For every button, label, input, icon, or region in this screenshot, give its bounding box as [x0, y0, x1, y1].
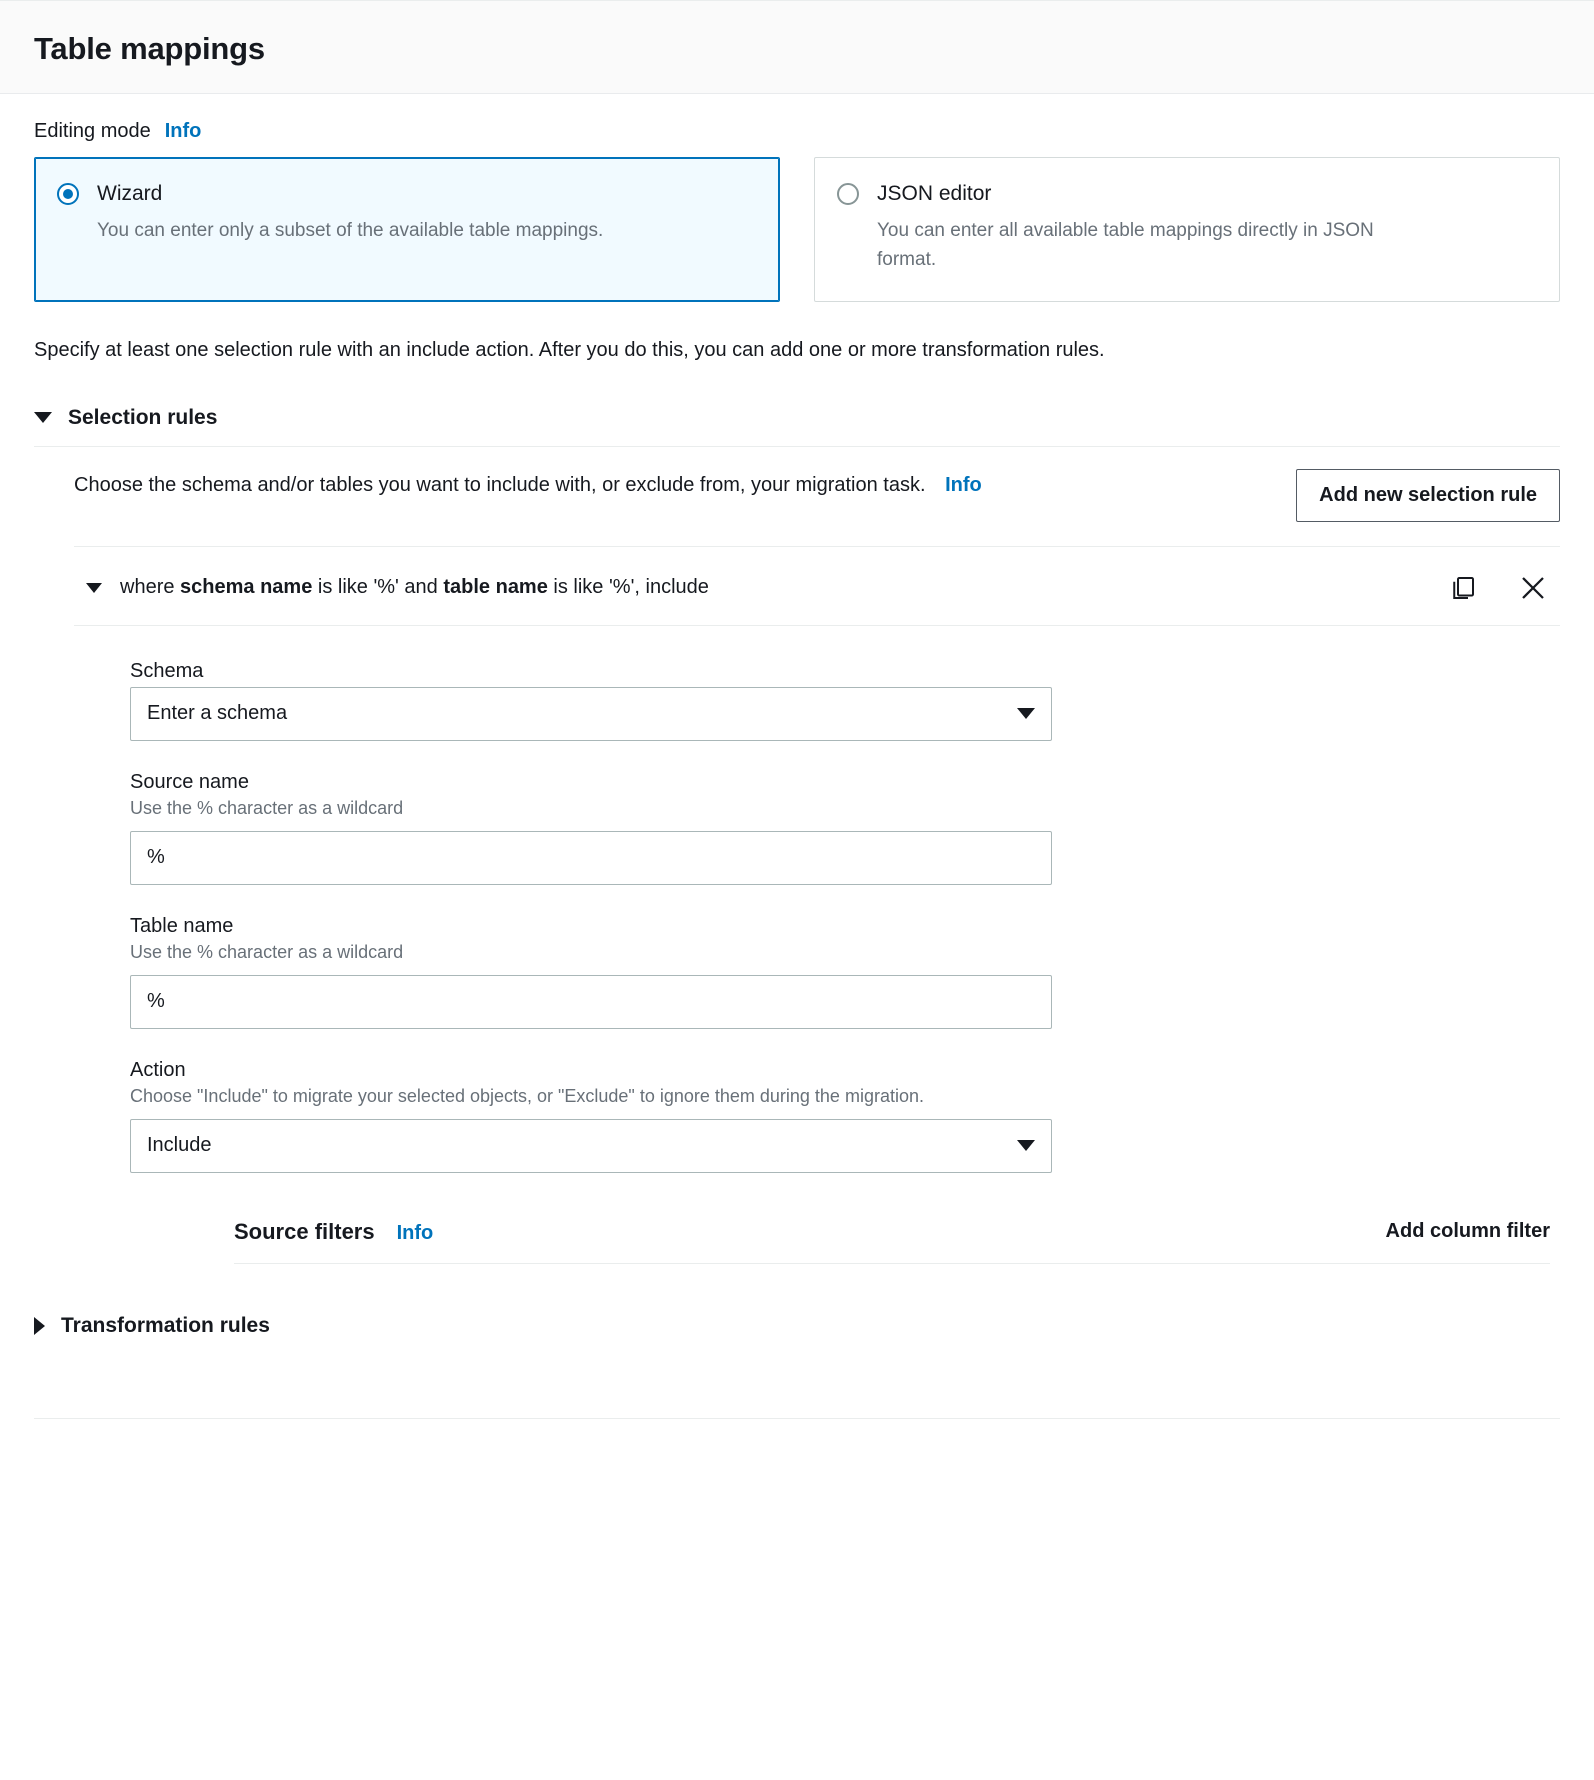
- selection-rules-content: [34, 447, 1560, 1264]
- table-name-label: Table name: [130, 914, 234, 937]
- schema-select-value: Enter a schema: [147, 702, 288, 725]
- panel-body: [0, 94, 1594, 1419]
- json-editor-option-head: [837, 182, 1537, 206]
- table-name-hint: Use the % character as a wildcard: [130, 941, 404, 962]
- schema-select[interactable]: [130, 687, 1052, 741]
- selection-rules-header[interactable]: [34, 406, 1560, 447]
- page-title: Table mappings: [34, 31, 265, 66]
- rule-summary-suffix: is like '%', include: [547, 576, 709, 599]
- table-name-value: %: [147, 990, 165, 1013]
- action-select-value: Include: [147, 1134, 212, 1157]
- action-field-group: [130, 1059, 1560, 1173]
- editing-mode-label: Editing mode: [34, 120, 151, 142]
- intro-text: Specify at least one selection rule with an include action. After you do this, you can add one or more transformation rules.: [34, 338, 1105, 361]
- action-select[interactable]: [130, 1119, 1052, 1173]
- editing-mode-option-wizard[interactable]: [34, 157, 780, 302]
- transformation-rules-title: Transformation rules: [61, 1313, 270, 1337]
- selection-rule-header: [74, 547, 1560, 626]
- schema-field-group: [130, 660, 1560, 741]
- add-new-selection-rule-button[interactable]: Add new selection rule: [1296, 469, 1560, 522]
- selection-rules-description-wrap: [74, 469, 982, 501]
- selection-rule-summary: [120, 576, 1430, 599]
- wizard-option-description: You can enter only a subset of the available table mappings.: [97, 220, 604, 241]
- editing-mode-option-json-editor[interactable]: [814, 157, 1560, 302]
- selection-rules-info-link[interactable]: Info: [945, 473, 982, 496]
- panel-bottom-divider: [34, 1418, 1560, 1419]
- selection-rules-title: Selection rules: [68, 405, 218, 429]
- rule-summary-table: table name: [443, 576, 548, 599]
- json-editor-option-description: You can enter all available table mappings directly in JSON format.: [877, 220, 1374, 271]
- close-icon: [1518, 573, 1548, 603]
- json-editor-option-title: JSON editor: [877, 182, 992, 205]
- selection-rule-actions: [1448, 573, 1560, 603]
- table-name-input[interactable]: [130, 975, 1052, 1029]
- source-filters-left: [234, 1219, 433, 1245]
- transformation-rules-header[interactable]: [34, 1314, 1560, 1354]
- source-name-field-group: [130, 771, 1560, 885]
- chevron-down-icon: [1017, 1140, 1035, 1151]
- action-hint: Choose "Include" to migrate your selected objects, or "Exclude" to ignore them during the migration.: [130, 1085, 924, 1106]
- chevron-down-icon[interactable]: [34, 412, 52, 423]
- source-filters-row: [234, 1219, 1550, 1264]
- add-column-filter-button[interactable]: Add column filter: [1385, 1220, 1550, 1243]
- chevron-down-icon: [1017, 708, 1035, 719]
- selection-rule-body: [74, 626, 1560, 1264]
- radio-wizard-icon[interactable]: [57, 183, 79, 205]
- chevron-right-icon[interactable]: [34, 1317, 45, 1335]
- selection-rules-intro: [74, 469, 1560, 547]
- editing-mode-info-link[interactable]: Info: [164, 120, 202, 142]
- duplicate-rule-button[interactable]: [1448, 573, 1478, 603]
- remove-rule-button[interactable]: [1518, 573, 1548, 603]
- copy-icon: [1448, 573, 1478, 603]
- table-name-field-group: [130, 915, 1560, 1029]
- wizard-option-head: [57, 182, 757, 206]
- selection-rules-section: [34, 406, 1560, 1264]
- rule-summary-schema: schema name: [180, 576, 313, 599]
- transformation-rules-section: [34, 1314, 1560, 1384]
- rule-summary-mid: is like '%' and: [312, 576, 444, 599]
- selection-rules-description: Choose the schema and/or tables you want to include with, or exclude from, your migration task.: [74, 473, 926, 496]
- schema-label: Schema: [130, 659, 204, 682]
- source-name-value: %: [147, 846, 165, 869]
- source-name-label: Source name: [130, 770, 249, 793]
- source-name-hint: Use the % character as a wildcard: [130, 797, 404, 818]
- editing-mode-label-row: [34, 120, 1560, 143]
- source-name-input[interactable]: [130, 831, 1052, 885]
- source-filters-info-link[interactable]: Info: [396, 1221, 434, 1244]
- wizard-option-title: Wizard: [97, 182, 163, 205]
- rule-chevron-down-icon[interactable]: [86, 583, 102, 593]
- source-filters-section: [234, 1219, 1560, 1264]
- action-label: Action: [130, 1058, 186, 1081]
- editing-mode-options: [34, 157, 1560, 302]
- panel-header: [0, 1, 1594, 94]
- radio-json-editor-icon[interactable]: [837, 183, 859, 205]
- source-filters-title: Source filters: [234, 1218, 375, 1244]
- rule-summary-prefix: where: [120, 576, 181, 599]
